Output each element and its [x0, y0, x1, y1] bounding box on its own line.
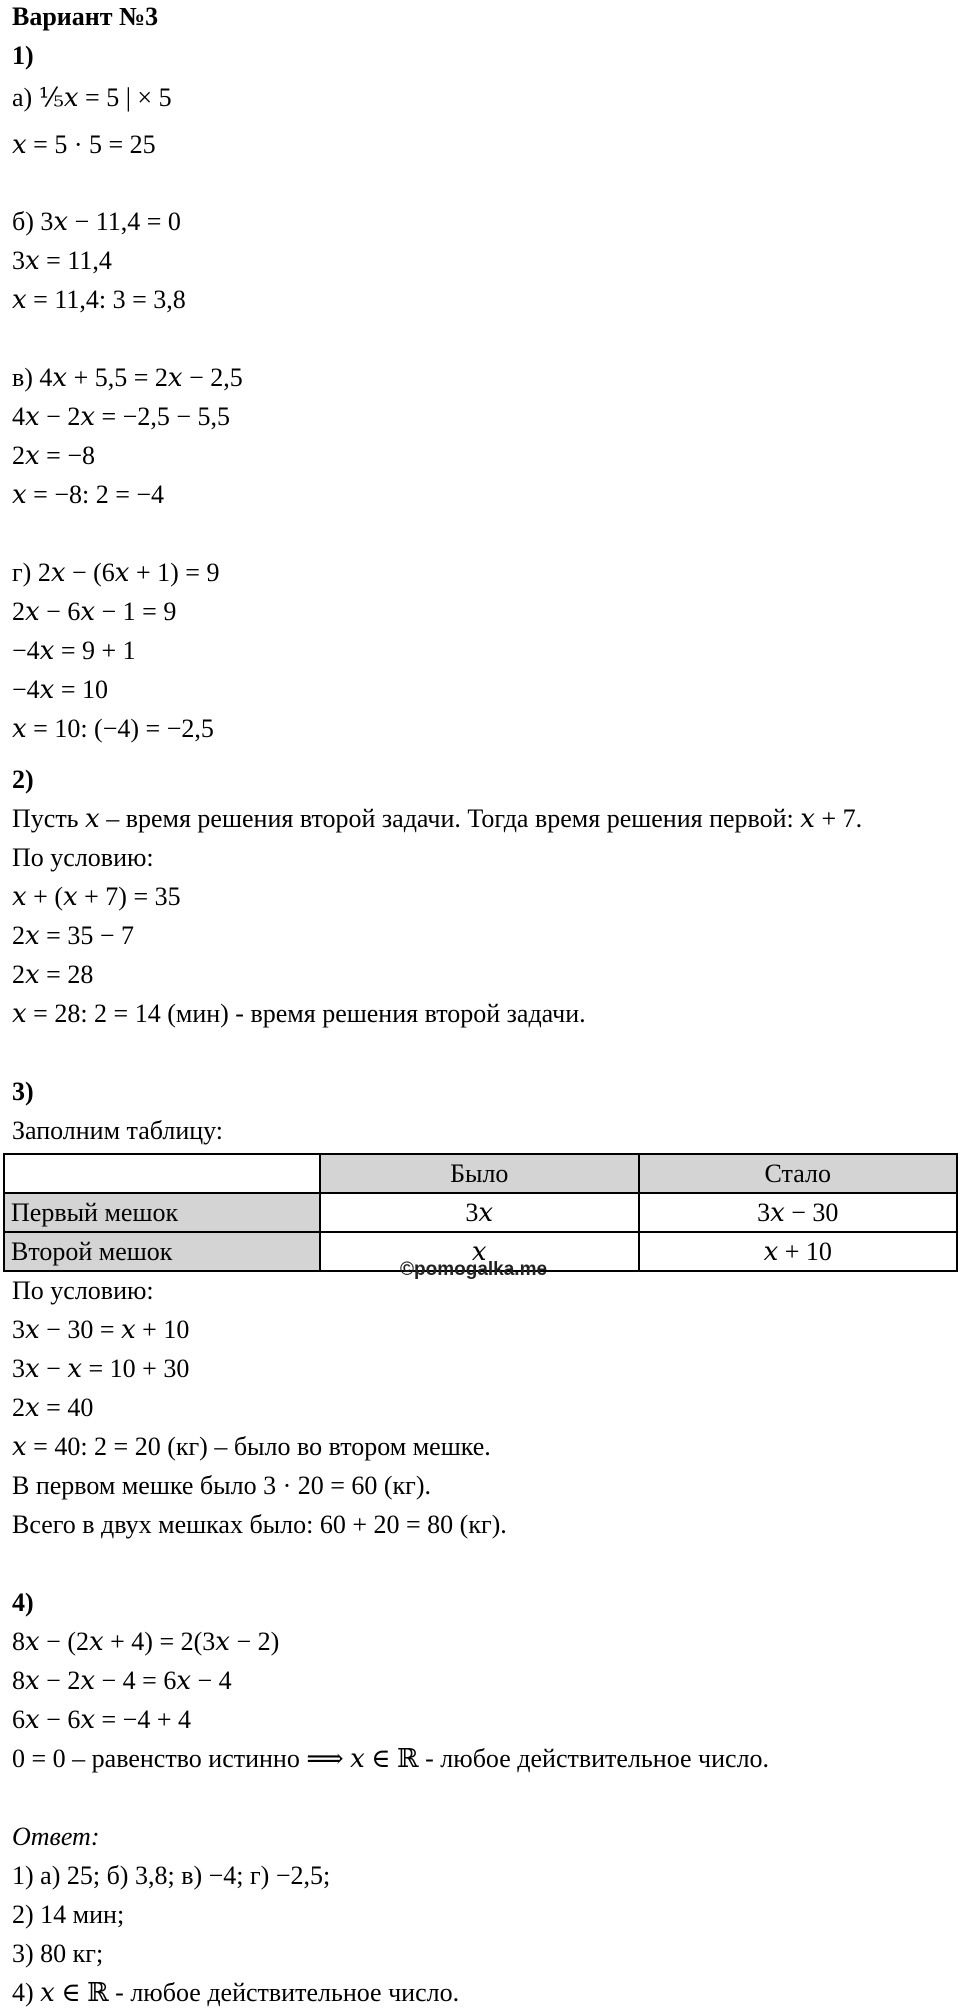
task-1b-line-3: 𝑥 = 11,4: 3 = 3,8 [12, 285, 186, 314]
task-1c-line-1: в) 4𝑥 + 5,5 = 2𝑥 − 2,5 [12, 363, 243, 392]
task-4-line-4: 0 = 0 – равенство истинно ⟹ 𝑥 ∈ ℝ - любое действительное число. [12, 1744, 770, 1773]
cell-first-became: 3𝑥 − 30 [639, 1193, 958, 1232]
task-2-line-5: 2𝑥 = 28 [12, 960, 94, 989]
task-3-line-5: 𝑥 = 40: 2 = 20 (кг) – было во втором мешке. [12, 1432, 491, 1461]
task-1b-line-1: б) 3𝑥 − 11,4 = 0 [12, 207, 181, 236]
task-3-intro: Заполним таблицу: [12, 1116, 224, 1145]
task-1a-line-2: 𝑥 = 5 · 5 = 25 [12, 130, 156, 159]
section-3-heading: 3) [12, 1077, 34, 1106]
task-4-line-2: 8𝑥 − 2𝑥 − 4 = 6𝑥 − 4 [12, 1666, 232, 1695]
answer-line-4: 4) 𝑥 ∈ ℝ - любое действительное число. [12, 1978, 460, 2007]
section-2-heading: 2) [12, 765, 34, 794]
task-3-line-1: По условию: [12, 1276, 154, 1305]
watermark: ©pomogalka.me [400, 1259, 548, 1280]
task-1d-line-2: 2𝑥 − 6𝑥 − 1 = 9 [12, 597, 177, 626]
table-header-empty [4, 1154, 320, 1193]
task-1c-line-4: 𝑥 = −8: 2 = −4 [12, 480, 165, 509]
task-1c-line-3: 2𝑥 = −8 [12, 441, 95, 470]
cell-second-was: 𝑥 [320, 1232, 639, 1271]
answer-line-1: 1) а) 25; б) 3,8; в) −4; г) −2,5; [12, 1861, 331, 1890]
cell-second-became: 𝑥 + 10 [639, 1232, 958, 1271]
task-1d-line-4: −4𝑥 = 10 [12, 675, 108, 704]
table-header-became: Стало [639, 1154, 958, 1193]
task-1d-line-5: 𝑥 = 10: (−4) = −2,5 [12, 714, 214, 743]
task-1c-line-2: 4𝑥 − 2𝑥 = −2,5 − 5,5 [12, 402, 230, 431]
table-header-row [4, 1154, 957, 1193]
task-3-line-3: 3𝑥 − 𝑥 = 10 + 30 [12, 1354, 190, 1383]
task-2-line-3: 𝑥 + (𝑥 + 7) = 35 [12, 882, 181, 911]
row-label-second-bag: Второй мешок [4, 1232, 320, 1271]
section-1-heading: 1) [12, 41, 34, 70]
task-3-line-4: 2𝑥 = 40 [12, 1393, 94, 1422]
task-2-line-1: Пусть 𝑥 – время решения второй задачи. Тогда время решения первой: 𝑥 + 7. [12, 804, 863, 833]
task-2-line-2: По условию: [12, 843, 154, 872]
page-title: Вариант №3 [12, 2, 159, 31]
bags-table [3, 1153, 958, 1272]
row-label-first-bag: Первый мешок [4, 1193, 320, 1232]
answer-heading: Ответ: [12, 1822, 100, 1851]
task-1b-line-2: 3𝑥 = 11,4 [12, 246, 112, 275]
task-3-line-6: В первом мешке было 3 · 20 = 60 (кг). [12, 1471, 431, 1500]
task-1d-line-1: г) 2𝑥 − (6𝑥 + 1) = 9 [12, 558, 220, 587]
table-row [4, 1193, 957, 1232]
section-4-heading: 4) [12, 1588, 34, 1617]
cell-first-was: 3𝑥 [320, 1193, 639, 1232]
task-3-line-7: Всего в двух мешках было: 60 + 20 = 80 (кг). [12, 1510, 507, 1539]
task-2-line-4: 2𝑥 = 35 − 7 [12, 921, 134, 950]
answer-line-2: 2) 14 мин; [12, 1900, 125, 1929]
task-1d-line-3: −4𝑥 = 9 + 1 [12, 636, 136, 665]
task-4-line-3: 6𝑥 − 6𝑥 = −4 + 4 [12, 1705, 191, 1734]
table-header-was: Было [320, 1154, 639, 1193]
task-4-line-1: 8𝑥 − (2𝑥 + 4) = 2(3𝑥 − 2) [12, 1627, 280, 1656]
answer-line-3: 3) 80 кг; [12, 1939, 104, 1968]
task-1a-line-1: а) ⅕𝑥 = 5 | × 5 [12, 83, 172, 112]
task-3-line-2: 3𝑥 − 30 = 𝑥 + 10 [12, 1315, 190, 1344]
task-2-line-6: 𝑥 = 28: 2 = 14 (мин) - время решения второй задачи. [12, 999, 586, 1028]
